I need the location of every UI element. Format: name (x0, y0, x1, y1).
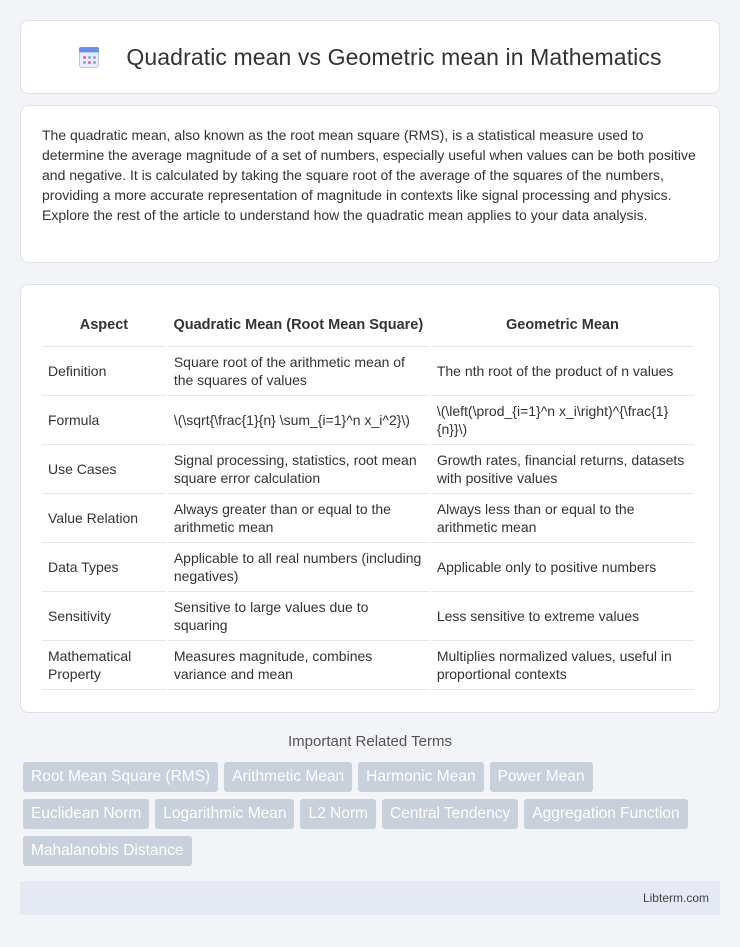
cell-aspect: Mathematical Property (42, 641, 166, 690)
cell-quadratic: Sensitive to large values due to squaring (168, 592, 429, 641)
table-row (42, 445, 694, 494)
related-term-tag[interactable]: L2 Norm (300, 799, 375, 829)
header-card (20, 20, 720, 94)
cell-quadratic: \(\sqrt{\frac{1}{n} \sum_{i=1}^n x_i^2}\) (168, 396, 429, 445)
cell-quadratic: Signal processing, statistics, root mean square error calculation (168, 445, 429, 494)
cell-geometric: Always less than or equal to the arithmetic mean (431, 494, 694, 543)
cell-aspect: Use Cases (42, 445, 166, 494)
related-term-tag[interactable]: Harmonic Mean (358, 762, 483, 792)
related-term-tag[interactable]: Logarithmic Mean (155, 799, 294, 829)
related-terms-title: Important Related Terms (288, 733, 452, 750)
related-term-tag[interactable]: Aggregation Function (524, 799, 687, 829)
table-row (42, 543, 694, 592)
footer-site-link[interactable]: Libterm.com (642, 891, 709, 905)
page-title: Quadratic mean vs Geometric mean in Mathematics (126, 43, 662, 70)
table-row (42, 641, 694, 690)
cell-aspect: Value Relation (42, 494, 166, 543)
table-row (42, 592, 694, 641)
related-term-tag[interactable]: Euclidean Norm (23, 799, 149, 829)
cell-aspect: Definition (42, 347, 166, 396)
header-aspect: Aspect (42, 305, 166, 347)
cell-quadratic: Always greater than or equal to the arithmetic mean (168, 494, 429, 543)
table-header-row (42, 305, 694, 347)
cell-aspect: Data Types (42, 543, 166, 592)
cell-quadratic: Square root of the arithmetic mean of the squares of values (168, 347, 429, 396)
cell-quadratic: Measures magnitude, combines variance and mean (168, 641, 429, 690)
cell-geometric: Less sensitive to extreme values (431, 592, 694, 641)
calculator-icon (78, 44, 100, 70)
related-term-tag[interactable]: Arithmetic Mean (224, 762, 352, 792)
table-row (42, 494, 694, 543)
related-term-tag[interactable]: Mahalanobis Distance (23, 836, 192, 866)
related-term-tag[interactable]: Central Tendency (382, 799, 518, 829)
header-geometric-mean: Geometric Mean (431, 305, 694, 347)
cell-aspect: Sensitivity (42, 592, 166, 641)
comparison-table (40, 305, 696, 690)
cell-geometric: Growth rates, financial returns, datasets with positive values (431, 445, 694, 494)
intro-paragraph: The quadratic mean, also known as the root mean square (RMS), is a statistical measure used to determine the average magnitude of a set of numbers, especially useful when values can be both positive and negative. It is calculated by taking the square root of the average of the squares of the numbers, providing a more accurate representation of magnitude in contexts like signal processing and physics. Explore the rest of the article to understand how the quadratic mean applies to your data analysis. (42, 127, 696, 223)
comparison-table-card (20, 284, 720, 713)
related-term-tag[interactable]: Power Mean (490, 762, 593, 792)
related-terms-list (20, 762, 720, 866)
header-quadratic-mean: Quadratic Mean (Root Mean Square) (168, 305, 429, 347)
cell-geometric: The nth root of the product of n values (431, 347, 694, 396)
footer (20, 881, 720, 915)
cell-geometric: Multiplies normalized values, useful in proportional contexts (431, 641, 694, 690)
table-row (42, 347, 694, 396)
related-term-tag[interactable]: Root Mean Square (RMS) (23, 762, 218, 792)
cell-aspect: Formula (42, 396, 166, 445)
cell-quadratic: Applicable to all real numbers (including negatives) (168, 543, 429, 592)
intro-card (20, 105, 720, 263)
table-row (42, 396, 694, 445)
cell-geometric: \(\left(\prod_{i=1}^n x_i\right)^{\frac{1}{n}}\) (431, 396, 694, 445)
cell-geometric: Applicable only to positive numbers (431, 543, 694, 592)
